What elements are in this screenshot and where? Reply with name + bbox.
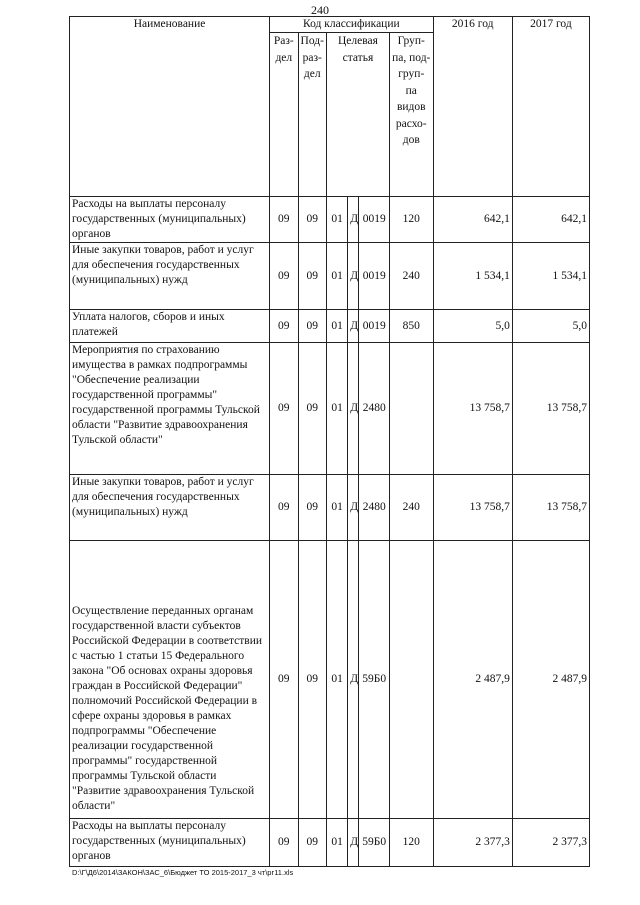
row-amount-2016: 642,1 xyxy=(433,197,512,243)
row-code-subprogram: Д xyxy=(348,310,359,343)
row-name: Уплата налогов, сборов и иных платежей xyxy=(70,310,270,343)
row-podrazdel: 09 xyxy=(298,310,326,343)
row-amount-2017: 13 758,7 xyxy=(512,343,589,475)
header-subsection: Под- раз- дел xyxy=(298,33,326,197)
row-code-program: 01 xyxy=(326,541,347,819)
header-target-article: Целевая статья xyxy=(326,33,389,197)
row-vid xyxy=(389,343,433,475)
row-razdel: 09 xyxy=(270,243,298,310)
header-expense-group: Груп- па, под- груп- па видов расхо- дов xyxy=(389,33,433,197)
row-code-subprogram: Д xyxy=(348,243,359,310)
table-row xyxy=(70,475,590,541)
row-vid: 120 xyxy=(389,819,433,867)
row-name: Мероприятия по страхованию имущества в рамках подпрограммы "Обеспечение реализации государственной программы" государственной программы Тульской области "Развитие здравоохранения Тульской области" xyxy=(70,343,270,475)
row-amount-2016: 13 758,7 xyxy=(433,343,512,475)
row-code-subprogram: Д xyxy=(348,197,359,243)
row-vid xyxy=(389,541,433,819)
row-code-program: 01 xyxy=(326,819,347,867)
row-code-direction: 2480 xyxy=(359,475,389,541)
header-year-2017: 2017 год xyxy=(512,17,589,197)
header-year-2016: 2016 год xyxy=(433,17,512,197)
row-amount-2017: 5,0 xyxy=(512,310,589,343)
row-amount-2016: 5,0 xyxy=(433,310,512,343)
row-amount-2017: 1 534,1 xyxy=(512,243,589,310)
row-podrazdel: 09 xyxy=(298,243,326,310)
row-code-direction: 0019 xyxy=(359,310,389,343)
row-code-program: 01 xyxy=(326,197,347,243)
row-podrazdel: 09 xyxy=(298,197,326,243)
row-razdel: 09 xyxy=(270,310,298,343)
row-code-subprogram: Д xyxy=(348,541,359,819)
row-podrazdel: 09 xyxy=(298,343,326,475)
row-name: Расходы на выплаты персоналу государственных (муниципальных) органов xyxy=(70,197,270,243)
row-amount-2017: 642,1 xyxy=(512,197,589,243)
row-name: Расходы на выплаты персоналу государственных (муниципальных) органов xyxy=(70,819,270,867)
row-razdel: 09 xyxy=(270,197,298,243)
row-amount-2016: 2 377,3 xyxy=(433,819,512,867)
budget-table xyxy=(69,16,590,867)
header-classification: Код классификации xyxy=(270,17,434,33)
row-amount-2016: 13 758,7 xyxy=(433,475,512,541)
table-row xyxy=(70,243,590,310)
row-name: Иные закупки товаров, работ и услуг для обеспечения государственных (муниципальных) нужд xyxy=(70,475,270,541)
row-vid: 240 xyxy=(389,475,433,541)
row-code-subprogram: Д xyxy=(348,475,359,541)
row-amount-2017: 2 377,3 xyxy=(512,819,589,867)
header-section: Раз- дел xyxy=(270,33,298,197)
page-number: 240 xyxy=(311,3,329,17)
table-row xyxy=(70,197,590,243)
row-name: Иные закупки товаров, работ и услуг для обеспечения государственных (муниципальных) нужд xyxy=(70,243,270,310)
row-podrazdel: 09 xyxy=(298,541,326,819)
row-podrazdel: 09 xyxy=(298,475,326,541)
row-code-subprogram: Д xyxy=(348,819,359,867)
row-code-program: 01 xyxy=(326,243,347,310)
row-amount-2016: 1 534,1 xyxy=(433,243,512,310)
row-code-program: 01 xyxy=(326,343,347,475)
row-razdel: 09 xyxy=(270,819,298,867)
row-code-program: 01 xyxy=(326,475,347,541)
row-code-program: 01 xyxy=(326,310,347,343)
row-code-direction: 0019 xyxy=(359,243,389,310)
row-vid: 120 xyxy=(389,197,433,243)
row-code-direction: 2480 xyxy=(359,343,389,475)
row-code-direction: 59Б0 xyxy=(359,819,389,867)
table-row xyxy=(70,541,590,819)
row-amount-2016: 2 487,9 xyxy=(433,541,512,819)
row-code-direction: 59Б0 xyxy=(359,541,389,819)
table-row xyxy=(70,819,590,867)
row-razdel: 09 xyxy=(270,541,298,819)
header-name: Наименование xyxy=(70,17,270,197)
row-name: Осуществление переданных органам государственной власти субъектов Российской Федерации в соответствии с частью 1 статьи 15 Федерального закона "Об основах охраны здоровья граждан в Российской Федерации" полномочий Российской Федерации в сфере охраны здоровья в рамках подпрограммы "Обеспечение реализации государственной программы" государственной программы Тульской области "Развитие здравоохранения Тульской области" xyxy=(70,541,270,819)
row-razdel: 09 xyxy=(270,343,298,475)
file-path-footer: D:\Г\Д6\2014\ЗАКОН\ЗАС_6\Бюджет ТО 2015-2017_3 чт\рг11.xls xyxy=(72,868,294,877)
row-amount-2017: 13 758,7 xyxy=(512,475,589,541)
row-amount-2017: 2 487,9 xyxy=(512,541,589,819)
row-podrazdel: 09 xyxy=(298,819,326,867)
row-code-direction: 0019 xyxy=(359,197,389,243)
table-row xyxy=(70,343,590,475)
row-razdel: 09 xyxy=(270,475,298,541)
table-row xyxy=(70,310,590,343)
row-vid: 240 xyxy=(389,243,433,310)
row-code-subprogram: Д xyxy=(348,343,359,475)
row-vid: 850 xyxy=(389,310,433,343)
